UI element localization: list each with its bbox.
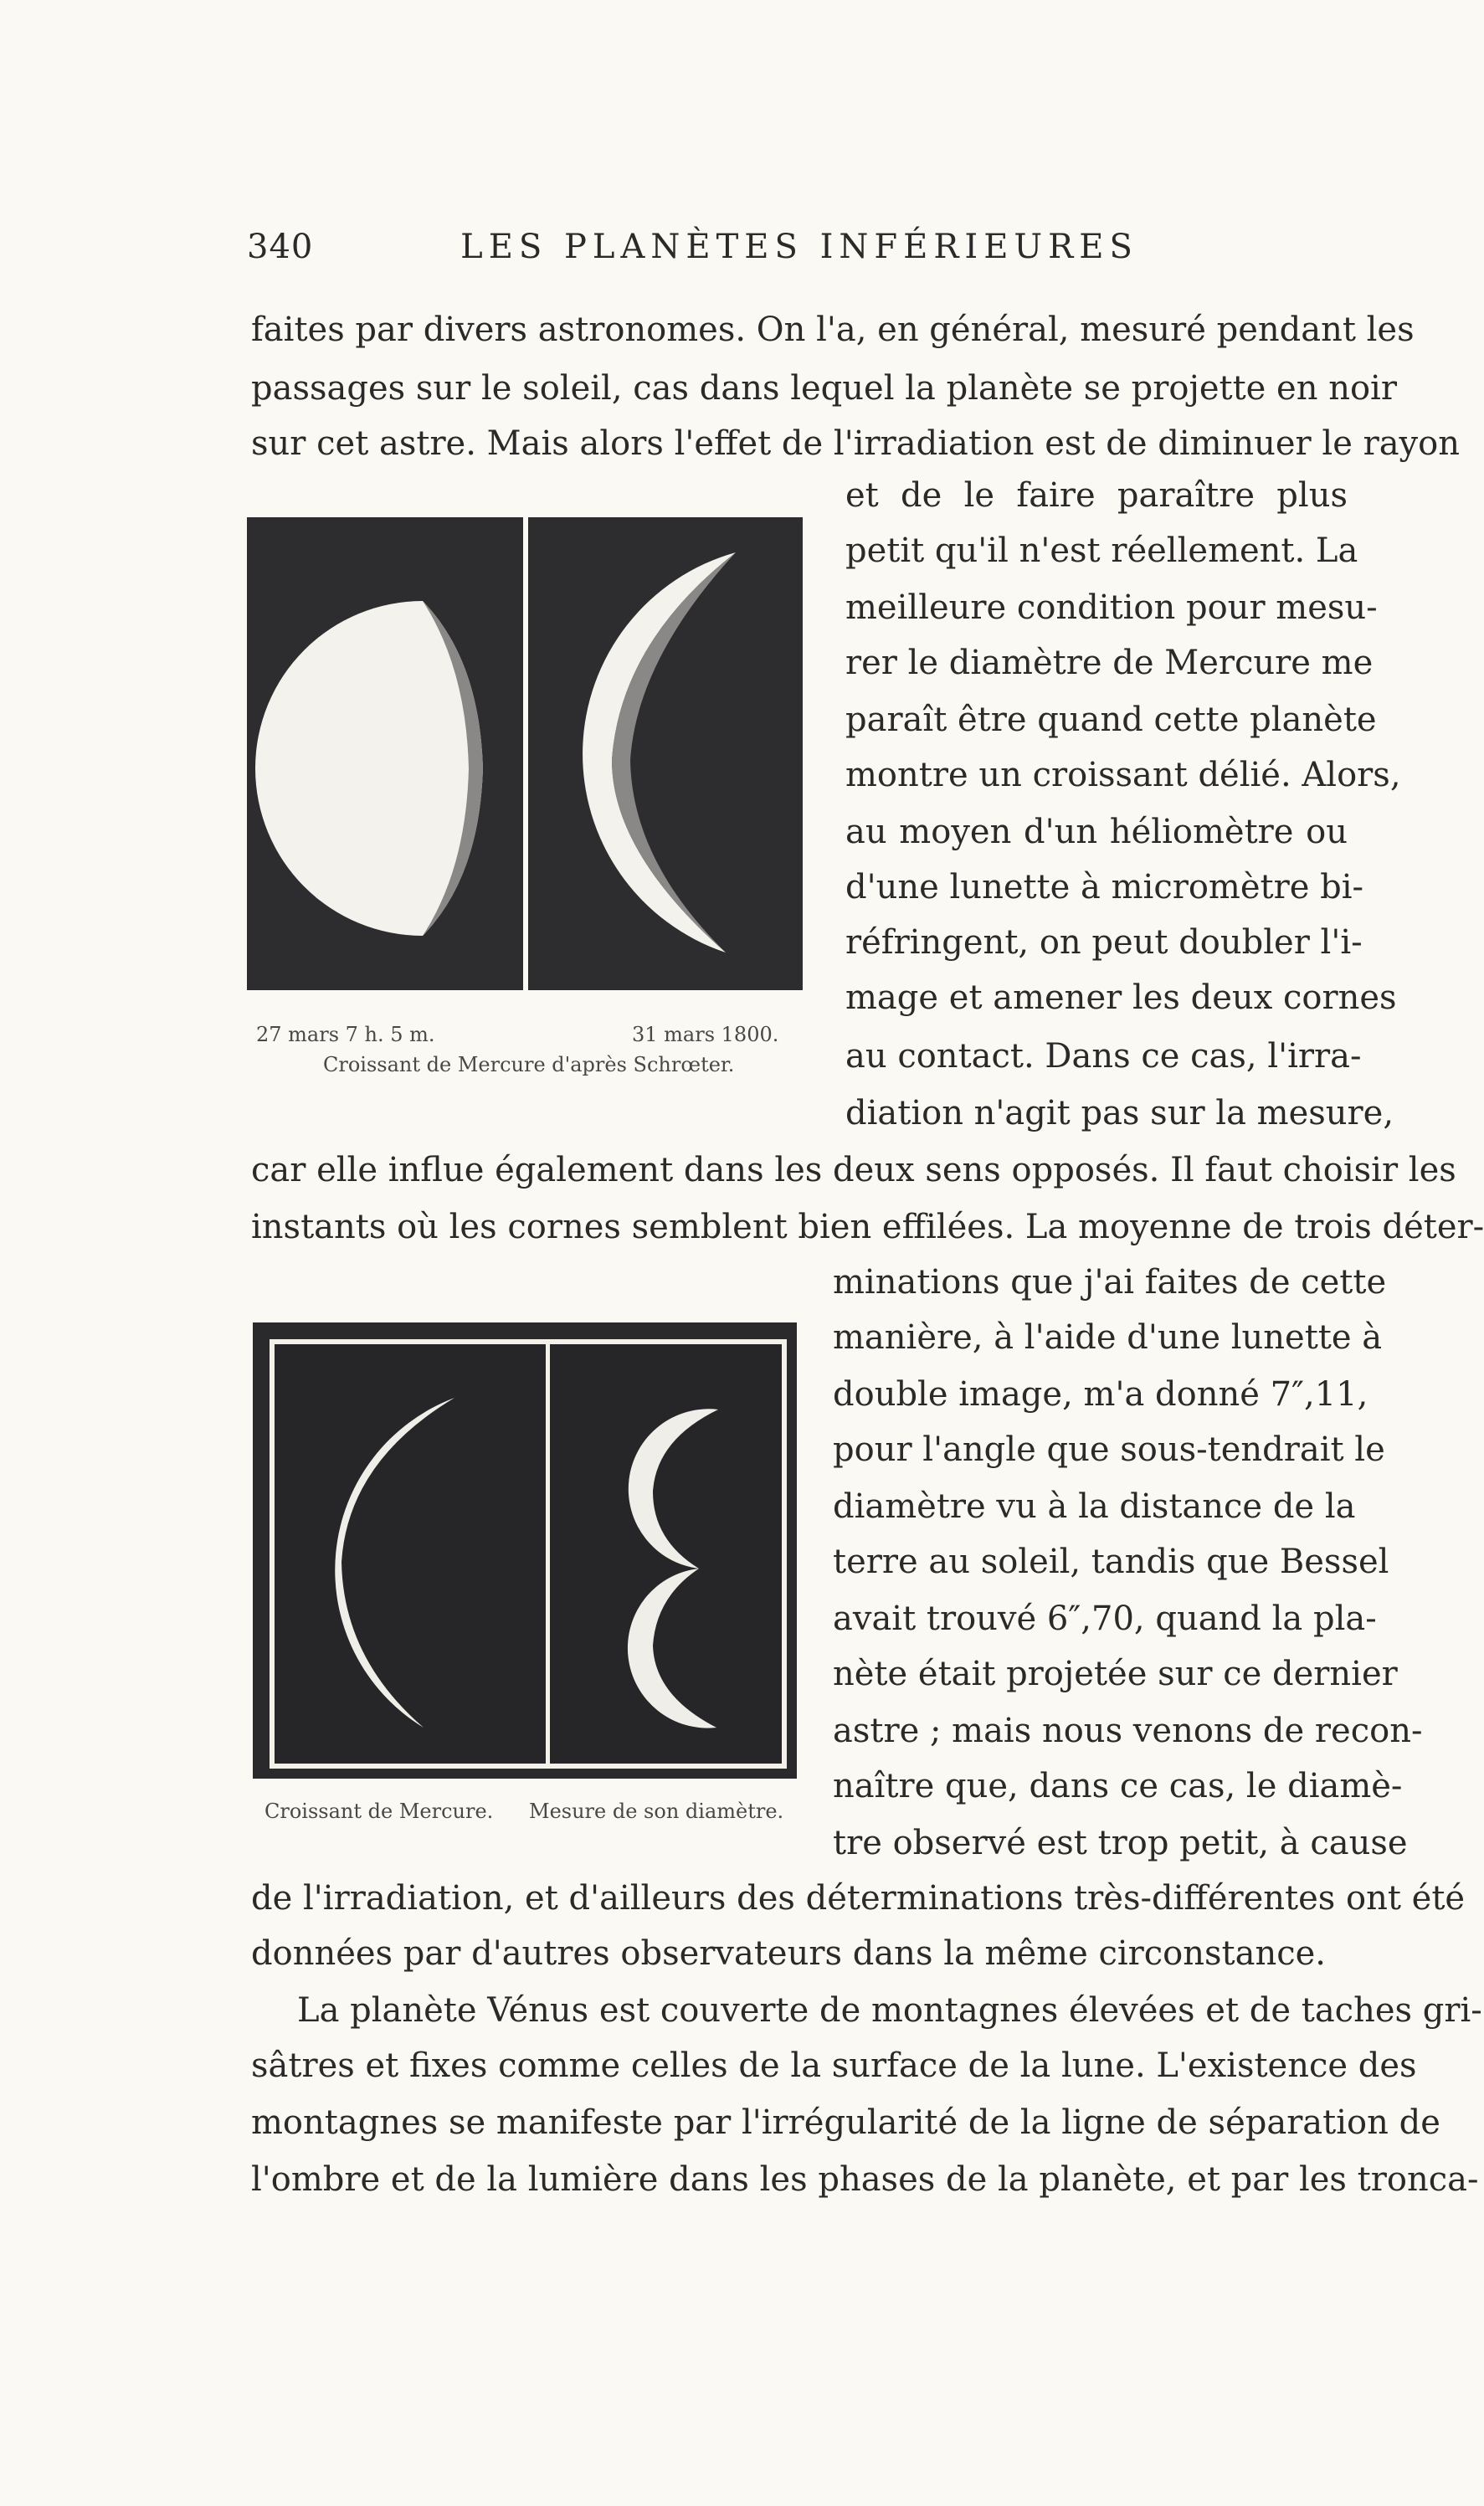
text-line: réfringent, on peut doubler l'i-: [845, 923, 1363, 962]
text-line: et de le faire paraître plus: [845, 476, 1348, 515]
figure1-date-left: 27 mars 7 h. 5 m.: [256, 1023, 435, 1046]
text-line: petit qu'il n'est réellement. La: [845, 531, 1358, 570]
engraving-crescent-mercury: [528, 517, 803, 990]
text-line: double image, m'a donné 7″,11,: [833, 1375, 1368, 1414]
text-line: au contact. Dans ce cas, l'irra-: [845, 1037, 1362, 1076]
text-line: montre un croissant délié. Alors,: [845, 756, 1401, 794]
text-line: car elle influe également dans les deux sens opposés. Il faut choisir les: [251, 1151, 1456, 1189]
text-line: rer le diamètre de Mercure me: [845, 644, 1374, 682]
text-line: naître que, dans ce cas, le diamè-: [833, 1767, 1403, 1805]
figure1-date-right: 31 mars 1800.: [632, 1023, 779, 1046]
text-line: minations que j'ai faites de cette: [833, 1263, 1387, 1302]
engraving-frame: [270, 1339, 787, 1769]
text-line: au moyen d'un héliomètre ou: [845, 813, 1348, 851]
engraving-gibbous-mercury: [247, 517, 523, 990]
text-line: diamètre vu à la distance de la: [833, 1487, 1356, 1526]
figure2-caption-right: Mesure de son diamètre.: [529, 1800, 784, 1823]
text-line: passages sur le soleil, cas dans lequel la planète se projette en noir: [251, 369, 1397, 408]
text-line: données par d'autres observateurs dans la même circonstance.: [251, 1934, 1327, 1973]
text-line: d'une lunette à micromètre bi-: [845, 868, 1364, 906]
running-head: LES PLANÈTES INFÉRIEURES: [460, 228, 1138, 266]
text-line: La planète Vénus est couverte de montagnes élevées et de taches gri-: [297, 1991, 1482, 2030]
figure-mercury-phases: [247, 517, 803, 990]
text-line: faites par divers astronomes. On l'a, en général, mesuré pendant les: [251, 311, 1415, 349]
text-line: manière, à l'aide d'une lunette à: [833, 1318, 1383, 1357]
figure-mercury-measurement: [253, 1322, 797, 1779]
text-line: astre ; mais nous venons de recon-: [833, 1712, 1423, 1750]
page-number: 340: [247, 228, 314, 266]
text-line: meilleure condition pour mesu-: [845, 588, 1378, 627]
frame-divider: [546, 1339, 550, 1769]
text-line: nète était projetée sur ce dernier: [833, 1655, 1398, 1693]
text-line: instants où les cornes semblent bien effilées. La moyenne de trois déter-: [251, 1208, 1484, 1246]
text-line: diation n'agit pas sur la mesure,: [845, 1094, 1394, 1132]
text-line: paraît être quand cette planète: [845, 701, 1377, 739]
text-line: mage et amener les deux cornes: [845, 978, 1397, 1017]
text-line: l'ombre et de la lumière dans les phases de la planète, et par les tronca-: [251, 2160, 1479, 2199]
text-line: terre au soleil, tandis que Bessel: [833, 1543, 1389, 1581]
figure1-caption: Croissant de Mercure d'après Schrœter.: [323, 1053, 735, 1076]
text-line: pour l'angle que sous-tendrait le: [833, 1430, 1385, 1469]
text-line: sur cet astre. Mais alors l'effet de l'irradiation est de diminuer le rayon: [251, 424, 1460, 463]
figure2-caption-left: Croissant de Mercure.: [264, 1800, 494, 1823]
text-line: montagnes se manifeste par l'irrégularité de la ligne de séparation de: [251, 2103, 1440, 2142]
text-line: de l'irradiation, et d'ailleurs des déterminations très-différentes ont été: [251, 1879, 1466, 1918]
text-line: avait trouvé 6″,70, quand la pla-: [833, 1600, 1377, 1638]
text-line: tre observé est trop petit, à cause: [833, 1824, 1408, 1862]
page-header: [247, 228, 1352, 278]
text-line: sâtres et fixes comme celles de la surface de la lune. L'existence des: [251, 2046, 1417, 2085]
